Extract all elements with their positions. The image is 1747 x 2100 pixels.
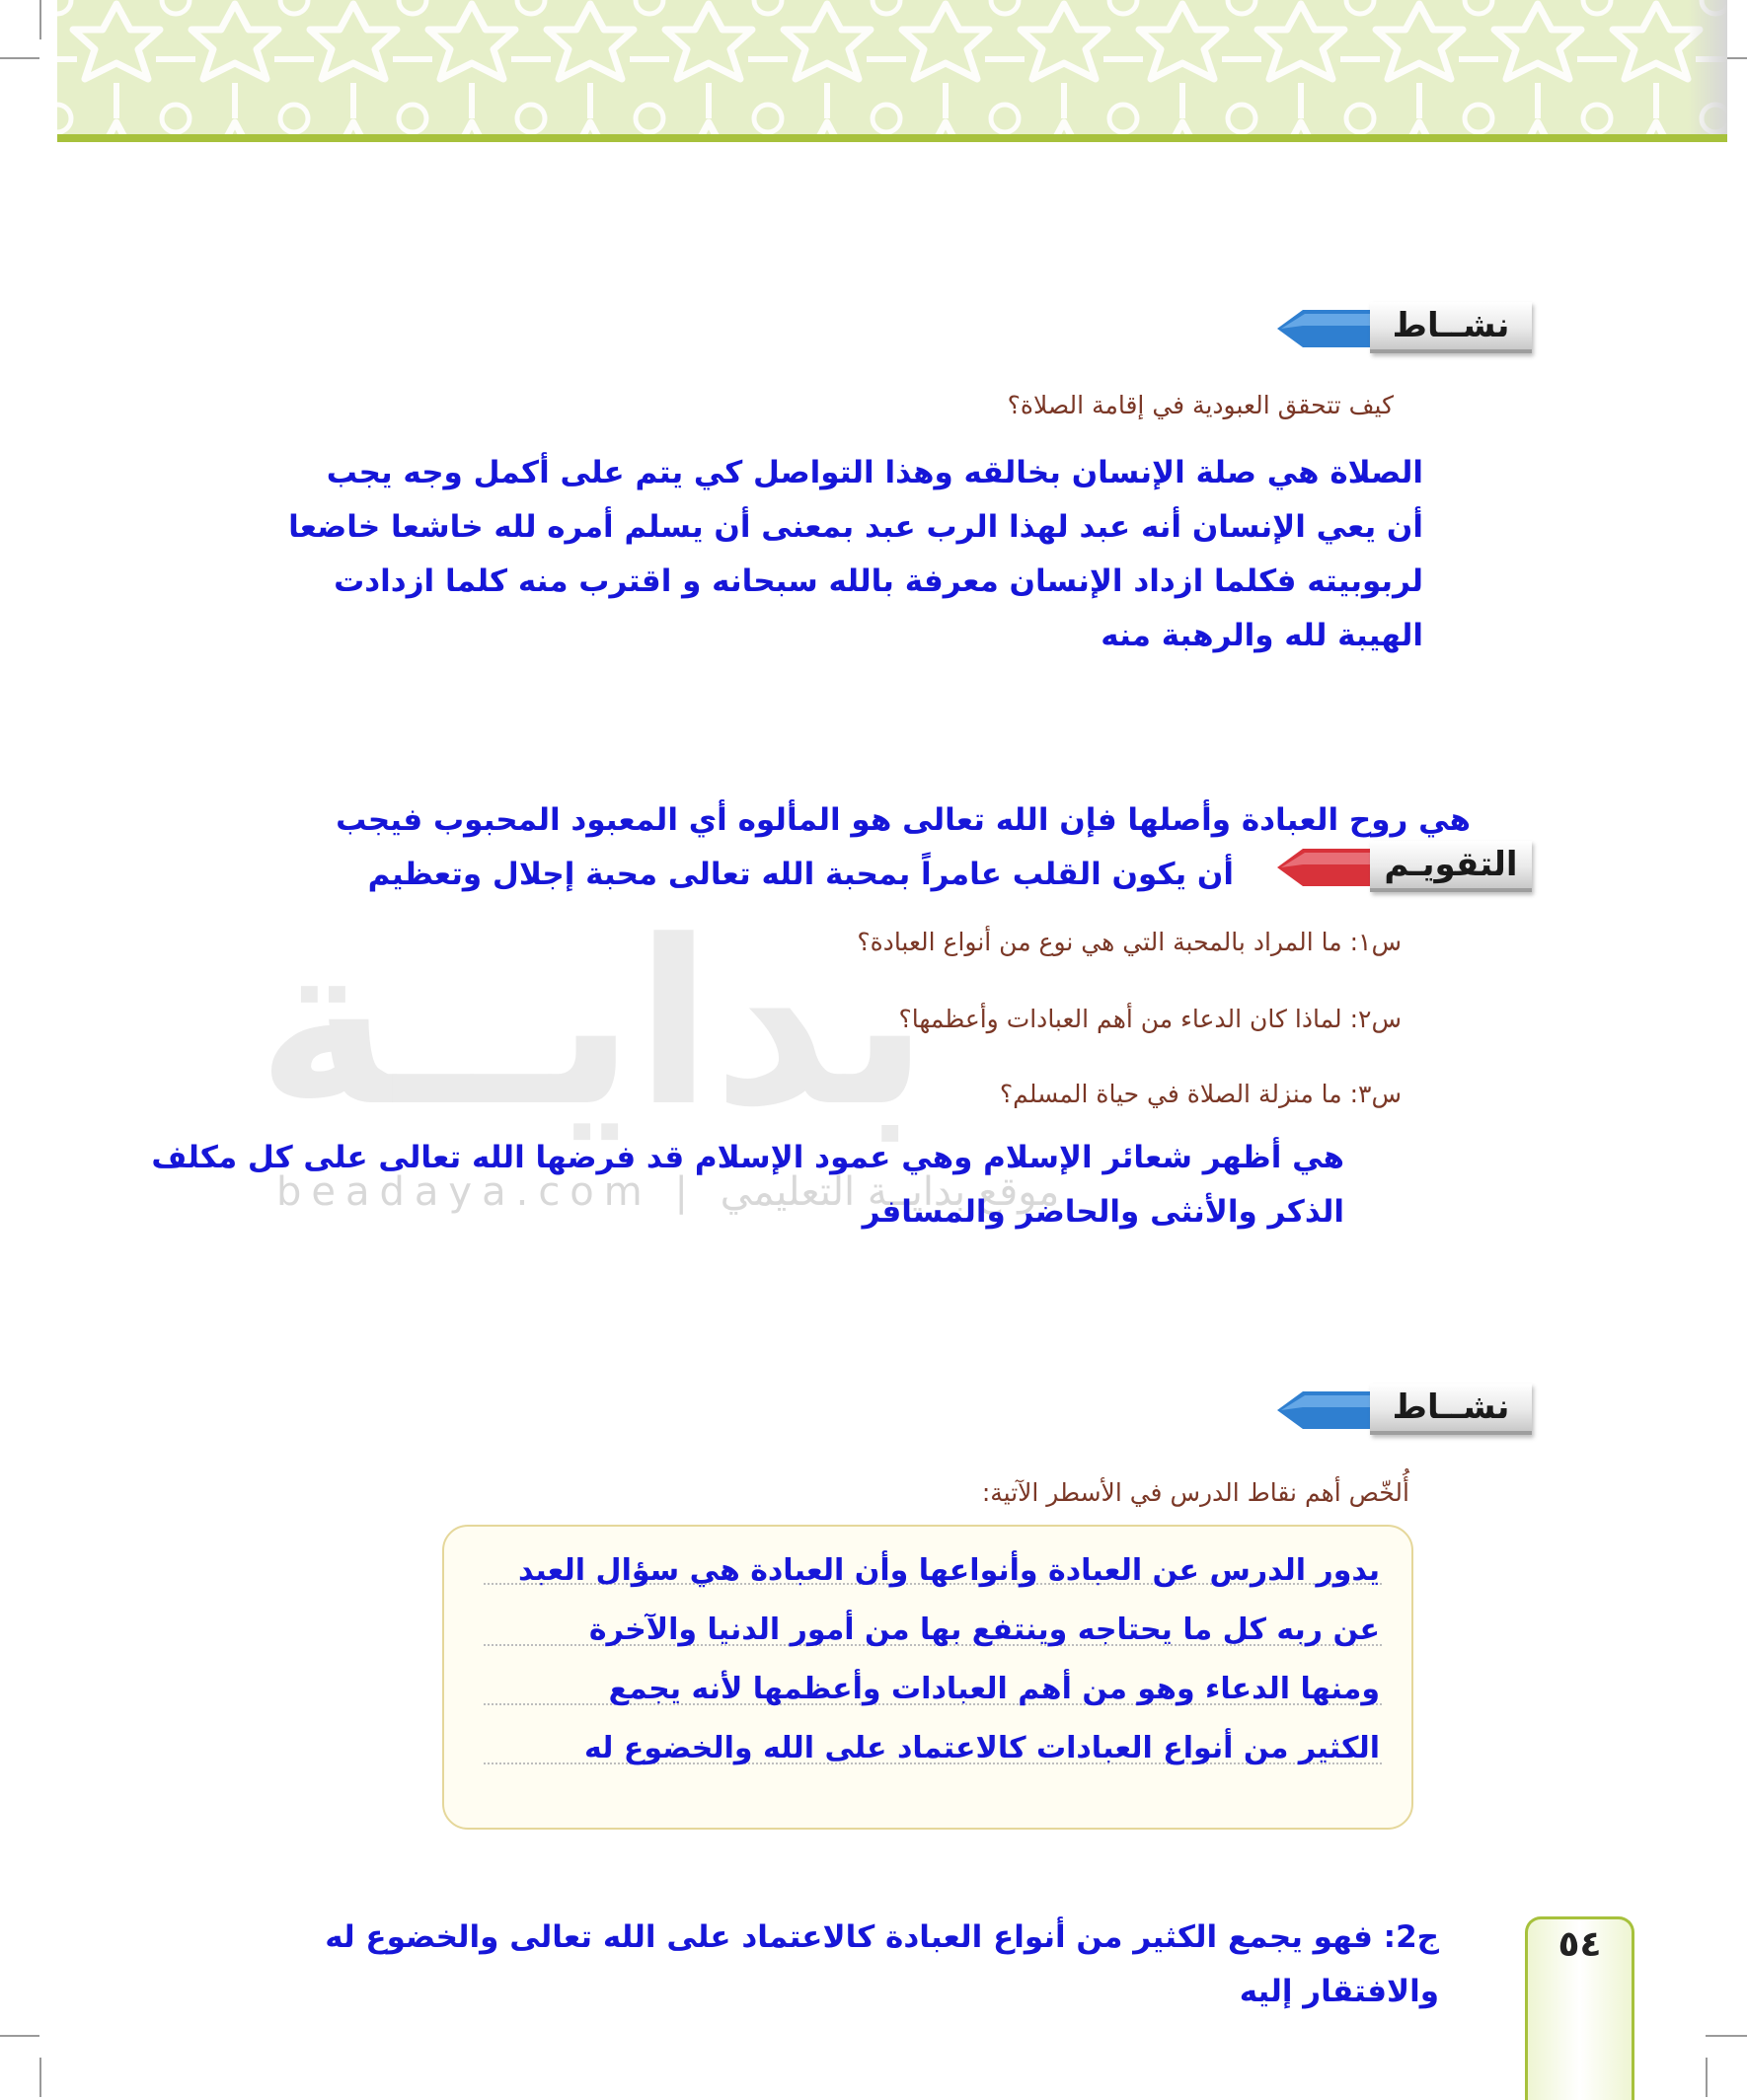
activity-tab: [1273, 302, 1532, 349]
answer-line: هي أظهر شعائر الإسلام وهي عمود الإسلام قد فرضها الله تعالى على كل مكلف: [151, 1140, 1344, 1175]
answer-line: والافتقار إليه: [1239, 1974, 1439, 2009]
activity-answer: [288, 446, 1423, 663]
activity-prompt: أُلخّص أهم نقاط الدرس في الأسطر الآتية:: [981, 1478, 1409, 1507]
evaluation-tab-label: التقويـم: [1370, 841, 1532, 892]
activity-question: كيف تتحقق العبودية في إقامة الصلاة؟: [1007, 391, 1394, 419]
answer-line: أن يعي الإنسان أنه عبد لهذا الرب عبد بمعنى أن يسلم أمره لله خاشعا خاضعا: [288, 509, 1423, 545]
answer-line: الصلاة هي صلة الإنسان بخالقه وهذا التواصل كي يتم على أكمل وجه يجب: [326, 455, 1423, 490]
crop-mark: [1706, 2035, 1747, 2037]
answer-line: الذكر والأنثى والحاضر والمسافر: [862, 1194, 1344, 1230]
watermark-brand: بدايــة: [257, 893, 930, 1157]
activity-tab-label: نشــاط: [1370, 1384, 1532, 1435]
summary-line: ومنها الدعاء وهو من أهم العبادات وأعظمها لأنه يجمع: [608, 1672, 1380, 1706]
arabesque-pattern-icon: [57, 0, 1727, 140]
answer-line: ج2: فهو يجمع الكثير من أنواع العبادة كالاعتماد على الله تعالى والخضوع له: [325, 1919, 1439, 1955]
summary-text: [492, 1541, 1380, 1778]
evaluation-question-1: س١: ما المراد بالمحبة التي هي نوع من أنواع العبادة؟: [857, 928, 1402, 956]
crop-mark: [1706, 2058, 1708, 2097]
evaluation-question-2: س٢: لماذا كان الدعاء من أهم العبادات وأعظمها؟: [898, 1005, 1402, 1033]
evaluation-answer-3: [151, 1131, 1344, 1239]
tab-arrow-icon: [1273, 306, 1382, 351]
header-edge: [1688, 0, 1727, 140]
tab-arrow-icon: [1273, 845, 1382, 890]
crop-mark: [0, 57, 39, 59]
answer-line: أن يكون القلب عامراً بمحبة الله تعالى محبة إجلال وتعظيم: [367, 857, 1234, 892]
answer-line: هي روح العبادة وأصلها فإن الله تعالى هو المألوه أي المعبود المحبوب فيجب: [336, 802, 1471, 838]
activity-tab: [1273, 1384, 1532, 1431]
summary-line: يدور الدرس عن العبادة وأنواعها وأن العبادة هي سؤال العبد: [518, 1553, 1380, 1588]
watermark-url-text: beadaya.com: [276, 1169, 652, 1215]
evaluation-tab: [1273, 841, 1532, 888]
tab-arrow-icon: [1273, 1388, 1382, 1433]
watermark-tagline: موقع بدايــة التعليمي: [720, 1169, 1060, 1215]
evaluation-question-3: س٣: ما منزلة الصلاة في حياة المسلم؟: [999, 1080, 1402, 1108]
crop-mark: [39, 0, 41, 39]
header-underline: [57, 134, 1727, 142]
summary-line: الكثير من أنواع العبادات كالاعتماد على الله والخضوع له: [583, 1731, 1380, 1765]
crop-mark: [39, 2058, 41, 2097]
answer-line: لربوبيته فكلما ازداد الإنسان معرفة بالله سبحانه و اقترب منه كلما ازدادت: [334, 563, 1423, 599]
summary-line: عن ربه كل ما يحتاجه وينتفع بها من أمور الدنيا والآخرة: [588, 1612, 1380, 1647]
activity-tab-label: نشــاط: [1370, 302, 1532, 353]
answer-line: الهيبة لله والرهبة منه: [1101, 618, 1423, 653]
page-number: ٥٤: [1557, 1924, 1602, 1965]
header-banner: [57, 0, 1727, 140]
crop-mark: [0, 2035, 39, 2037]
answer-2: [255, 1911, 1439, 2019]
watermark-sep: |: [674, 1169, 721, 1215]
